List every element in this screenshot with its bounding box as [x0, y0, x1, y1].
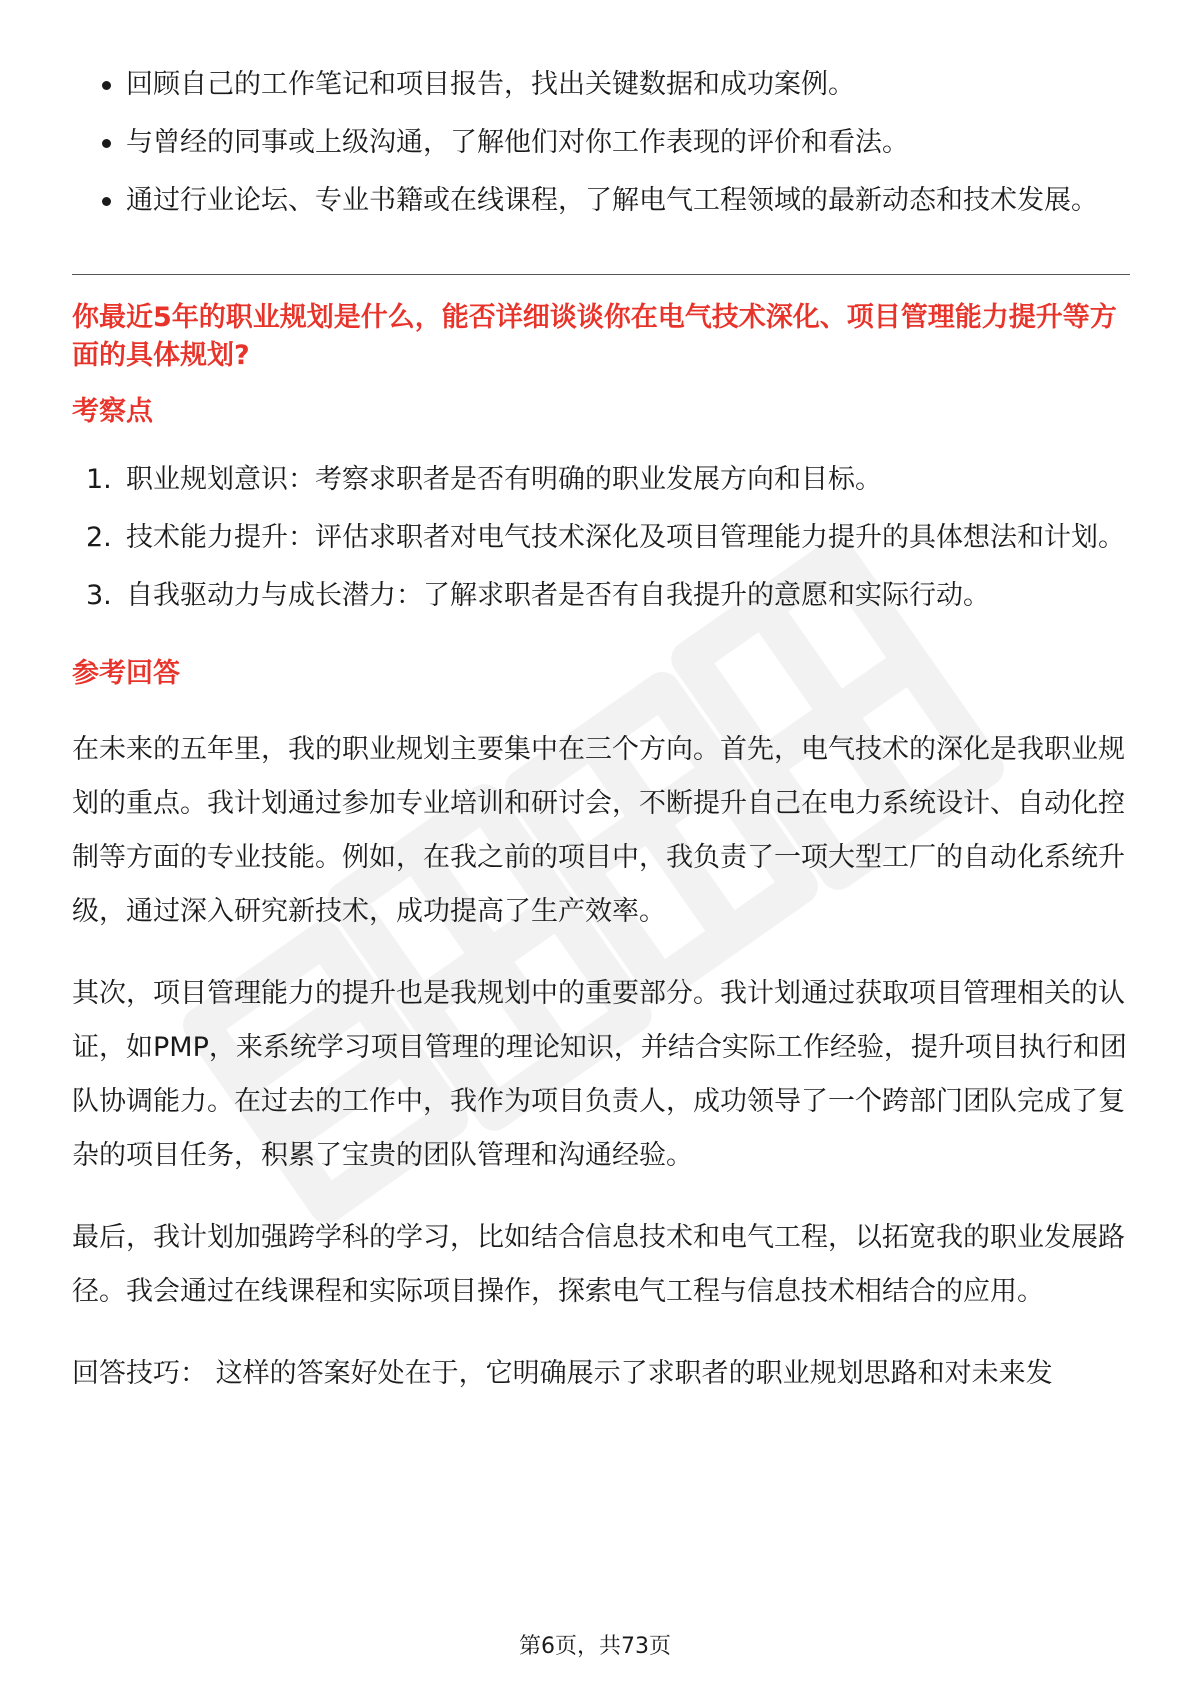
item-text: 职业规划意识：考察求职者是否有明确的职业发展方向和目标。 [126, 464, 882, 495]
list-item: 回顾自己的工作笔记和项目报告，找出关键数据和成功案例。 [72, 56, 1130, 114]
section-divider [72, 274, 1130, 275]
list-item: 与曾经的同事或上级沟通，了解他们对你工作表现的评价和看法。 [72, 114, 1130, 172]
item-number: 2. [86, 522, 112, 553]
item-number: 1. [86, 464, 112, 495]
list-item [72, 509, 1130, 567]
exam-points-list [72, 451, 1130, 625]
list-item [72, 451, 1130, 509]
item-number: 3. [86, 580, 112, 611]
document-body [72, 56, 1130, 1401]
question-heading: 你最近5年的职业规划是什么，能否详细谈谈你在电气技术深化、项目管理能力提升等方面的具体规划? [72, 302, 1117, 371]
item-text: 技术能力提升：评估求职者对电气技术深化及项目管理能力提升的具体想法和计划。 [126, 522, 1125, 553]
answer-paragraph: 其次，项目管理能力的提升也是我规划中的重要部分。我计划通过获取项目管理相关的认证，如PMP，来系统学习项目管理的理论知识，并结合实际工作经验，提升项目执行和团队协调能力。在过去的工作中，我作为项目负责人，成功领导了一个跨部门团队完成了复杂的项目任务，积累了宝贵的团队管理和沟通经验。 [72, 978, 1127, 1171]
reference-answer-title: 参考回答 [72, 658, 180, 689]
answer-tips-paragraph: 回答技巧： 这样的答案好处在于，它明确展示了求职者的职业规划思路和对未来发 [72, 1358, 1053, 1389]
item-text: 自我驱动力与成长潜力：了解求职者是否有自我提升的意愿和实际行动。 [126, 580, 990, 611]
top-bullet-list [72, 56, 1130, 230]
page-number: 第6页，共73页 [519, 1634, 671, 1659]
answer-paragraph: 最后，我计划加强跨学科的学习，比如结合信息技术和电气工程，以拓宽我的职业发展路径。我会通过在线课程和实际项目操作，探索电气工程与信息技术相结合的应用。 [72, 1222, 1125, 1307]
list-item [72, 567, 1130, 625]
list-item: 通过行业论坛、专业书籍或在线课程，了解电气工程领域的最新动态和技术发展。 [72, 172, 1130, 230]
exam-points-title: 考察点 [72, 396, 153, 427]
answer-paragraph: 在未来的五年里，我的职业规划主要集中在三个方向。首先，电气技术的深化是我职业规划的重点。我计划通过参加专业培训和研讨会，不断提升自己在电力系统设计、自动化控制等方面的专业技能。例如，在我之前的项目中，我负责了一项大型工厂的自动化系统升级，通过深入研究新技术，成功提高了生产效率。 [72, 734, 1125, 927]
